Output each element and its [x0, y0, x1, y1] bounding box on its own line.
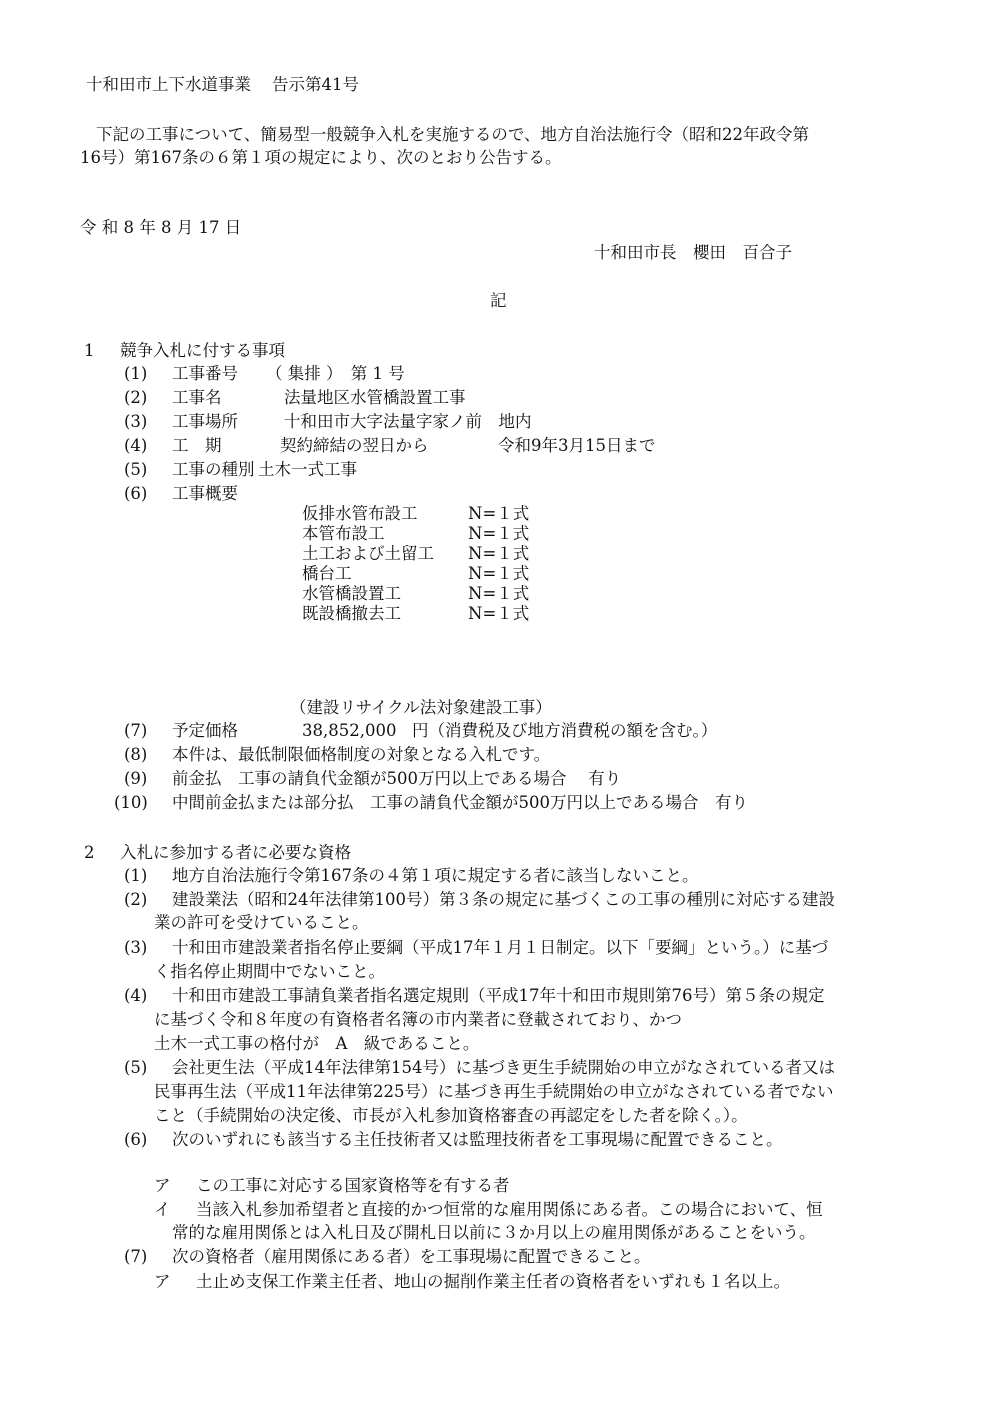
- overview-name: 既設橋撤去工: [302, 604, 401, 623]
- item-number: (4): [124, 436, 148, 455]
- sub-mark: ア: [154, 1272, 171, 1291]
- item-number: (5): [124, 1058, 148, 1077]
- overview-qty: N=１式: [468, 544, 530, 563]
- sub-text-cont: 常的な雇用関係とは入札日及び開札日以前に３か月以上の雇用関係があることをいう。: [172, 1223, 816, 1242]
- recycle-note: （建設リサイクル法対象建設工事）: [290, 698, 552, 717]
- section-2-title: 入札に参加する者に必要な資格: [120, 843, 351, 862]
- overview-name: 本管布設工: [302, 524, 385, 543]
- item-text-cont: に基づく令和８年度の有資格者名簿の市内業者に登載されており、かつ: [154, 1010, 682, 1029]
- item-label: 工事場所: [172, 412, 238, 431]
- item-number: (5): [124, 460, 148, 479]
- item-number: (1): [124, 866, 148, 885]
- item-text-cont: く指名停止期間中でないこと。: [154, 962, 385, 981]
- item-text: 次のいずれにも該当する主任技術者又は監理技術者を工事現場に配置できること。: [172, 1130, 783, 1149]
- signer: 十和田市長 櫻田 百合子: [594, 243, 792, 262]
- overview-qty: N=１式: [468, 564, 530, 583]
- overview-qty: N=１式: [468, 604, 530, 623]
- overview-name: 土工および土留工: [302, 544, 434, 563]
- item-label: 工事の種別: [172, 460, 255, 479]
- item-number: (2): [124, 388, 148, 407]
- item-text: 地方自治法施行令第167条の４第１項に規定する者に該当しないこと。: [172, 866, 699, 885]
- sub-mark: イ: [154, 1200, 171, 1219]
- item-label: 工事番号: [172, 364, 238, 383]
- sub-text: この工事に対応する国家資格等を有する者: [196, 1176, 510, 1195]
- item-label: 工 期: [172, 436, 222, 455]
- overview-qty: N=１式: [468, 524, 530, 543]
- item-value: （ 集排 ） 第 1 号: [266, 364, 405, 383]
- overview-name: 橋台工: [302, 564, 352, 583]
- item-number: (7): [124, 721, 148, 740]
- intro-line-1: 下記の工事について、簡易型一般競争入札を実施するので、地方自治法施行令（昭和22年政令第: [96, 125, 810, 144]
- item-number: (3): [124, 412, 148, 431]
- item-text-cont: 業の許可を受けていること。: [154, 913, 369, 932]
- item-text-cont: 民事再生法（平成11年法律第225号）に基づき再生手続開始の申立がなされている者でない: [154, 1082, 834, 1101]
- issuer-name: 十和田市上下水道事業: [86, 75, 251, 94]
- intro-line-2: 16号）第167条の６第１項の規定により、次のとおり公告する。: [80, 148, 562, 167]
- section-1-title: 競争入札に付する事項: [120, 341, 285, 360]
- item-text: 次の資格者（雇用関係にある者）を工事現場に配置できること。: [172, 1247, 651, 1266]
- planned-price: 38,852,000: [302, 721, 397, 740]
- item-number: (1): [124, 364, 148, 383]
- ki-heading: 記: [490, 291, 507, 310]
- item-number: (9): [124, 769, 148, 788]
- item-number: (6): [124, 484, 148, 503]
- notice-date: 令 和 8 年 8 月 17 日: [80, 218, 242, 237]
- item-number: (2): [124, 890, 148, 909]
- item-text: 本件は、最低制限価格制度の対象となる入札です。: [172, 745, 551, 764]
- sub-text: 土止め支保工作業主任者、地山の掘削作業主任者の資格者をいずれも１名以上。: [196, 1272, 790, 1291]
- item-label: 工事名: [172, 388, 222, 407]
- item-number: (3): [124, 938, 148, 957]
- price-unit-note: 円（消費税及び地方消費税の額を含む。）: [412, 721, 718, 740]
- item-value: 十和田市大字法量字家ノ前 地内: [284, 412, 532, 431]
- overview-qty: N=１式: [468, 504, 530, 523]
- sub-text: 当該入札参加希望者と直接的かつ恒常的な雇用関係にある者。この場合において、恒: [196, 1200, 823, 1219]
- overview-name: 水管橋設置工: [302, 584, 401, 603]
- item-text: 建設業法（昭和24年法律第100号）第３条の規定に基づくこの工事の種別に対応する建設: [172, 890, 835, 909]
- overview-name: 仮排水管布設工: [302, 504, 418, 523]
- overview-qty: N=１式: [468, 584, 530, 603]
- item-label: 予定価格: [172, 721, 238, 740]
- item-number: (6): [124, 1130, 148, 1149]
- item-value: 法量地区水管橋設置工事: [284, 388, 466, 407]
- item-number: (7): [124, 1247, 148, 1266]
- item-text: 会社更生法（平成14年法律第154号）に基づき更生手続開始の申立がなされている者又は: [172, 1058, 835, 1077]
- item-value-end: 令和9年3月15日まで: [498, 436, 656, 455]
- item-text-cont: 土木一式工事の格付が A 級であること。: [154, 1034, 480, 1053]
- item-text: 前金払 工事の請負代金額が500万円以上である場合 有り: [172, 769, 622, 788]
- item-text: 十和田市建設工事請負業者指名選定規則（平成17年十和田市規則第76号）第５条の規定: [172, 986, 825, 1005]
- notice-number: 告示第41号: [272, 75, 359, 94]
- item-value: 契約締結の翌日から: [280, 436, 429, 455]
- item-text-cont: こと（手続開始の決定後、市長が入札参加資格審査の再認定をした者を除く。）。: [154, 1106, 748, 1125]
- item-number: (4): [124, 986, 148, 1005]
- item-text: 十和田市建設業者指名停止要綱（平成17年１月１日制定。以下「要綱」という。）に基づ: [172, 938, 829, 957]
- item-value: 土木一式工事: [258, 460, 357, 479]
- section-2-number: 2: [84, 843, 95, 862]
- sub-mark: ア: [154, 1176, 171, 1195]
- item-number: (10): [114, 793, 148, 812]
- item-label: 工事概要: [172, 484, 238, 503]
- item-number: (8): [124, 745, 148, 764]
- section-1-number: 1: [84, 341, 95, 360]
- item-text: 中間前金払または部分払 工事の請負代金額が500万円以上である場合 有り: [172, 793, 748, 812]
